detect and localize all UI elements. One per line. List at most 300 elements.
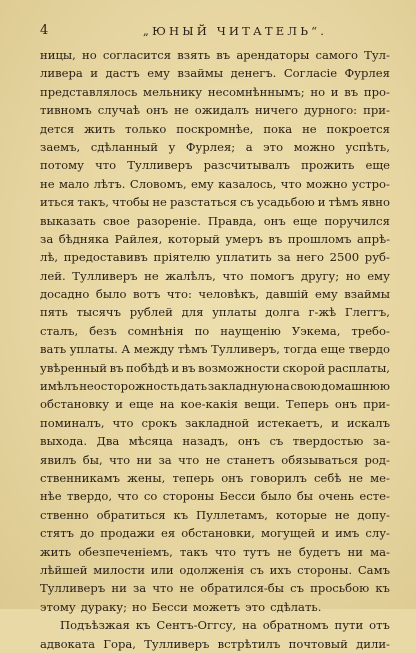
word: себѣ — [313, 470, 342, 485]
word: другу; — [300, 268, 340, 283]
word: мельнику — [143, 84, 203, 99]
word: бы, — [82, 452, 103, 467]
word: обратномъ — [262, 618, 329, 633]
word: несомнѣннымъ; — [207, 84, 305, 99]
word: въ — [181, 360, 196, 375]
word: Тулливеръ — [72, 268, 138, 283]
word: дать — [180, 379, 208, 394]
word: въ — [268, 231, 283, 246]
word: пути — [334, 618, 364, 633]
word: жены, — [127, 470, 166, 485]
word: давшій — [265, 287, 309, 302]
word: Пуллетамъ, — [196, 507, 268, 522]
text-line — [40, 506, 390, 524]
word: могущей — [260, 526, 316, 541]
word: твердо — [348, 342, 390, 357]
word: выхода. — [40, 434, 88, 449]
text-line — [40, 212, 390, 230]
word: но — [81, 48, 97, 62]
word: тогда — [283, 342, 318, 357]
word: въ — [216, 48, 231, 62]
word: на — [275, 379, 290, 394]
word: вещи. — [244, 397, 280, 412]
word: не — [348, 470, 364, 485]
word: что — [109, 452, 131, 467]
word: на — [242, 618, 257, 633]
word: которые — [275, 507, 327, 522]
word: Бесси — [151, 599, 188, 614]
word: пять — [40, 305, 68, 320]
text-line — [40, 616, 390, 634]
word: истекаетъ, — [257, 415, 324, 430]
word: ихъ — [269, 562, 292, 577]
word: него — [296, 250, 324, 265]
word: разсчитывалъ — [203, 158, 290, 173]
word: что: — [166, 287, 192, 302]
word: Райлея, — [114, 231, 163, 246]
word: при- — [363, 103, 390, 118]
word: до — [80, 526, 95, 541]
text-line — [40, 377, 390, 395]
word: уплатить — [216, 250, 272, 265]
word: твердо, — [66, 489, 113, 504]
word: Подъѣзжая — [60, 618, 130, 633]
word: не — [40, 176, 55, 191]
word: Фурлея; — [185, 139, 236, 154]
word: стороны. — [297, 562, 353, 577]
word: имѣлъ — [40, 379, 79, 394]
word: иться — [40, 195, 75, 210]
word: будетъ — [298, 544, 341, 559]
word: ственно — [40, 507, 89, 522]
word: съ — [240, 195, 254, 210]
text-line — [40, 156, 390, 174]
word: побѣдѣ — [126, 360, 169, 375]
word: ожидалъ — [194, 103, 249, 118]
word: но — [310, 84, 326, 99]
word: Сентъ-Оггсу, — [156, 618, 237, 633]
word: и — [171, 360, 180, 375]
word: Уэкема, — [291, 323, 341, 338]
word: ни — [347, 544, 364, 559]
word: г-жѣ — [308, 305, 337, 320]
word: увѣренный — [40, 360, 108, 375]
word: закладную — [207, 379, 275, 394]
word: онъ — [263, 213, 286, 228]
word: дурного: — [304, 103, 358, 118]
word: можно — [293, 139, 335, 154]
word: и — [90, 66, 99, 81]
word: и — [115, 397, 123, 412]
word: не — [334, 507, 350, 522]
word: рублей — [129, 305, 173, 320]
word: было — [95, 287, 127, 302]
word: сталъ, — [40, 323, 79, 338]
word: имъ — [335, 526, 360, 541]
text-line — [40, 101, 390, 119]
word: потому — [40, 158, 84, 173]
word: слу- — [365, 526, 390, 541]
word: просьбою — [310, 581, 370, 596]
word: жить — [40, 544, 72, 559]
word: уплаты — [212, 305, 257, 320]
text-line — [40, 230, 390, 248]
word: Тулливеръ — [127, 158, 193, 173]
word: арендаторы — [236, 48, 310, 62]
word: за — [277, 250, 291, 265]
word: но — [345, 268, 361, 283]
word: кое-какія — [180, 397, 238, 412]
word: онъ — [146, 103, 169, 118]
word: вать — [40, 342, 67, 357]
word: поручился — [324, 213, 390, 228]
word: на — [159, 397, 175, 412]
word: милости — [93, 562, 145, 577]
text-line — [40, 598, 390, 616]
text-line — [40, 340, 390, 358]
word: сдѣлать. — [270, 599, 322, 614]
text-line — [40, 193, 390, 211]
word: не — [205, 452, 221, 467]
word: такъ, — [77, 195, 109, 210]
word: но — [132, 599, 147, 614]
word: сдѣланный — [90, 139, 159, 154]
word: Самъ — [357, 562, 390, 577]
word: ме- — [370, 470, 390, 485]
word: встрѣтилъ — [217, 636, 281, 651]
word: ственникамъ — [40, 470, 121, 485]
word: наущенію — [220, 323, 281, 338]
word: было — [260, 489, 292, 504]
word: онъ — [221, 470, 244, 485]
word: или — [150, 562, 174, 577]
text-line — [40, 303, 390, 321]
word: и — [317, 195, 326, 210]
word: чтобы — [112, 195, 150, 210]
word: что — [178, 452, 200, 467]
word: теперь — [172, 470, 215, 485]
word: сомнѣнія — [127, 323, 184, 338]
text-line — [40, 322, 390, 340]
word: апрѣ- — [357, 231, 390, 246]
word: скорой — [282, 360, 326, 375]
word: адвоката — [40, 636, 96, 651]
word: представлялось — [40, 84, 138, 99]
word: ливера — [40, 66, 83, 81]
text-line — [40, 543, 390, 561]
word: при- — [363, 397, 390, 412]
word: самого — [315, 48, 358, 62]
word: 2500 — [329, 250, 360, 265]
word: ни — [111, 581, 127, 596]
word: ему — [191, 176, 214, 191]
word: дется — [40, 121, 75, 136]
word: къ — [375, 581, 390, 596]
word: и — [330, 84, 339, 99]
word: можно — [306, 176, 348, 191]
word: умеръ — [225, 231, 263, 246]
word: обстановку — [40, 397, 110, 412]
word: согласится — [102, 48, 172, 62]
word: почтовый — [288, 636, 348, 651]
text-line — [40, 359, 390, 377]
word: ему — [367, 268, 390, 283]
word: руб- — [364, 250, 390, 265]
word: не — [152, 195, 167, 210]
text-line — [40, 64, 390, 82]
word: взаймы — [177, 66, 224, 81]
text-line — [40, 285, 390, 303]
word: съ — [269, 434, 284, 449]
word: Гора, — [103, 636, 136, 651]
word: лѣ, — [40, 250, 59, 265]
word: дураку; — [80, 599, 128, 614]
word: можетъ — [192, 599, 241, 614]
word: еще — [365, 158, 390, 173]
word: взять — [177, 48, 211, 62]
text-line — [40, 561, 390, 579]
word: заемъ, — [40, 139, 81, 154]
page-number: 4 — [40, 23, 49, 38]
word: Тулливеръ, — [211, 342, 280, 357]
text-line — [40, 451, 390, 469]
word: не — [302, 121, 317, 136]
word: Бесси — [219, 489, 256, 504]
word: свое — [102, 213, 130, 228]
word: бѣдняка — [58, 231, 110, 246]
word: это — [245, 599, 266, 614]
word: Тулливеръ — [40, 581, 106, 596]
word: безъ — [89, 323, 117, 338]
word: предоставивъ — [63, 250, 148, 265]
word: за — [132, 581, 147, 596]
word: Словомъ, — [129, 176, 187, 191]
word: за — [40, 231, 54, 246]
word: вотъ — [133, 287, 161, 302]
text-line — [40, 138, 390, 156]
word: что — [214, 544, 237, 559]
word: который — [167, 231, 220, 246]
text-line — [40, 267, 390, 285]
word: пріятелю — [153, 250, 211, 265]
word: А — [121, 342, 131, 357]
word: род- — [364, 452, 390, 467]
word: Тул- — [364, 48, 390, 62]
word: разстаться — [169, 195, 237, 210]
word: стороны — [162, 489, 214, 504]
word: не — [144, 268, 159, 283]
text-line — [40, 120, 390, 138]
word: свою — [290, 379, 321, 394]
word: требо- — [351, 323, 390, 338]
word: онъ — [237, 434, 260, 449]
word: онъ — [334, 397, 358, 412]
word: тѣмъ — [328, 195, 359, 210]
word: прожить — [301, 158, 355, 173]
word: Теперь — [285, 397, 329, 412]
word: для — [181, 305, 204, 320]
word: срокъ — [141, 415, 177, 430]
word: допу- — [357, 507, 390, 522]
word: очень — [318, 489, 354, 504]
word: Правда, — [207, 213, 257, 228]
word: выказать — [40, 213, 96, 228]
text-line — [40, 414, 390, 432]
word: обратиться — [96, 507, 166, 522]
word: тутъ — [243, 544, 271, 559]
text-line — [40, 469, 390, 487]
word: стятъ — [40, 526, 75, 541]
word: взаймы — [344, 287, 390, 302]
word: такъ — [179, 544, 208, 559]
text-line — [40, 83, 390, 101]
word: успѣть, — [345, 139, 390, 154]
word: ма- — [370, 544, 390, 559]
word: лѣтъ. — [93, 176, 126, 191]
word: Два — [96, 434, 120, 449]
text-line — [40, 46, 390, 64]
word: въ — [109, 360, 124, 375]
word: поскромнѣе, — [176, 121, 254, 136]
word: усадьбою — [256, 195, 315, 210]
text-line — [40, 635, 390, 653]
word: лѣйшей — [40, 562, 88, 577]
word: въ — [344, 84, 359, 99]
word: расплаты, — [327, 360, 390, 375]
word: ницы, — [40, 48, 76, 62]
word: бы — [296, 489, 314, 504]
word: и — [321, 526, 330, 541]
word: у — [168, 139, 176, 154]
word: еще — [320, 342, 346, 357]
word: ни — [136, 452, 153, 467]
word: Согласіе — [283, 66, 338, 81]
word: не — [174, 103, 189, 118]
word: и — [331, 415, 339, 430]
word: этому — [40, 599, 76, 614]
word: станетъ — [226, 452, 275, 467]
word: жить — [84, 121, 116, 136]
word: за — [158, 452, 172, 467]
word: продажи — [100, 526, 155, 541]
word: между — [133, 342, 175, 357]
word: есте- — [359, 489, 390, 504]
word: закладной — [184, 415, 250, 430]
word: только — [125, 121, 167, 136]
text-line — [40, 248, 390, 266]
word: мало — [58, 176, 90, 191]
word: пока — [263, 121, 293, 136]
word: явилъ — [40, 452, 77, 467]
word: ничего — [254, 103, 299, 118]
word: что — [222, 268, 244, 283]
word: дастъ — [105, 66, 140, 81]
word: говорилъ — [250, 470, 307, 485]
word: досадно — [40, 287, 90, 302]
word: прошломъ — [287, 231, 352, 246]
word: что — [112, 415, 134, 430]
word: Фурлея — [344, 66, 390, 81]
word: ея — [160, 526, 176, 541]
word: тысячъ — [76, 305, 121, 320]
word: неосторожность — [79, 379, 180, 394]
word: твердостью — [292, 434, 364, 449]
word: одолженія — [179, 562, 245, 577]
word: жалѣлъ, — [165, 268, 216, 283]
word: нѣе — [40, 489, 62, 504]
word: что — [95, 158, 117, 173]
word: долга — [265, 305, 300, 320]
text-line — [40, 487, 390, 505]
word: что — [280, 176, 302, 191]
word: разореніе. — [136, 213, 201, 228]
body-text — [40, 46, 390, 653]
word: казалось, — [218, 176, 277, 191]
word: ему — [315, 287, 338, 302]
word: еще — [129, 397, 154, 412]
page-header — [0, 22, 416, 40]
word: а — [245, 139, 253, 154]
word: денегъ. — [230, 66, 277, 81]
word: покроется — [326, 121, 390, 136]
text-line — [40, 395, 390, 413]
word: Тулливеръ — [144, 636, 210, 651]
word: Глеггъ, — [344, 305, 390, 320]
word: человѣкъ, — [198, 287, 260, 302]
word: помогъ — [250, 268, 295, 283]
word: это — [263, 139, 284, 154]
word: уплаты. — [69, 342, 118, 357]
word: назадъ, — [182, 434, 229, 449]
word: что — [152, 581, 174, 596]
text-line — [40, 175, 390, 193]
running-title: „ЮНЫЙ ЧИТАТЕЛЬ“. — [142, 24, 328, 38]
word: не — [179, 581, 195, 596]
word: явно — [361, 195, 390, 210]
word: устро- — [351, 176, 390, 191]
word: случаѣ — [97, 103, 141, 118]
word: дили- — [356, 636, 390, 651]
word: домашнюю — [321, 379, 390, 394]
word: лей. — [40, 268, 66, 283]
word: еще — [292, 213, 318, 228]
text-line — [40, 524, 390, 542]
word: съ — [290, 581, 305, 596]
word: обязываться — [281, 452, 359, 467]
word: что — [117, 489, 139, 504]
word: тѣмъ — [177, 342, 208, 357]
word: про- — [363, 84, 390, 99]
word: къ — [173, 507, 189, 522]
word: къ — [135, 618, 151, 633]
word: возможности — [198, 360, 280, 375]
word: искалъ — [346, 415, 390, 430]
text-line — [40, 432, 390, 450]
word: за- — [372, 434, 390, 449]
word: поминалъ, — [40, 415, 105, 430]
word: обстановки, — [181, 526, 255, 541]
word: тивномъ — [40, 103, 92, 118]
word: ему — [147, 66, 170, 81]
word: не — [277, 544, 292, 559]
word: отъ — [369, 618, 390, 633]
word: съ — [249, 562, 264, 577]
word: обратился-бы — [200, 581, 285, 596]
word: по — [194, 323, 210, 338]
word: со — [143, 489, 158, 504]
text-line — [40, 579, 390, 597]
word: мѣсяца — [128, 434, 173, 449]
